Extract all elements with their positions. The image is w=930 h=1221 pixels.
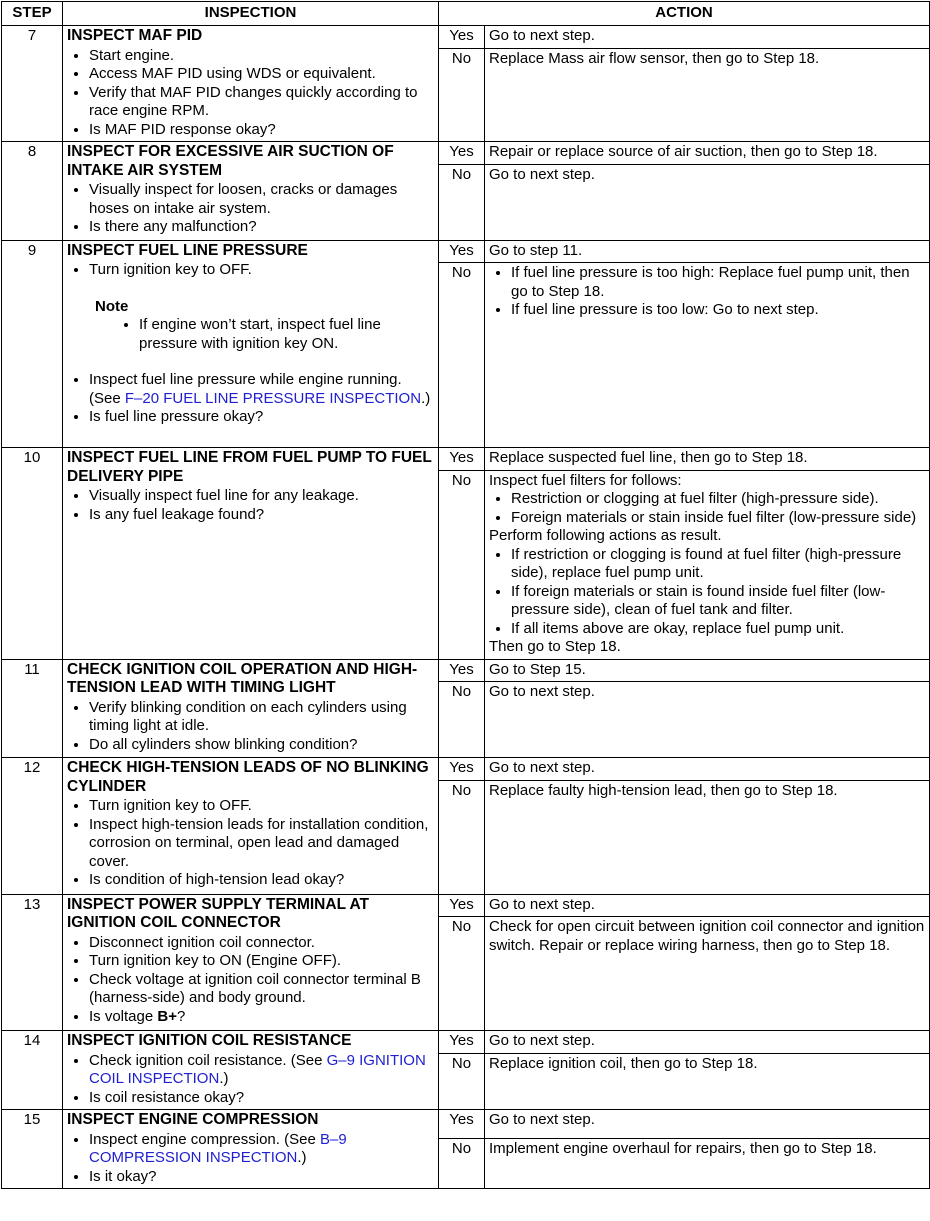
table-row	[2, 240, 930, 263]
list-item	[89, 1131, 434, 1168]
step-number: 13	[2, 894, 63, 1031]
note-block	[67, 298, 434, 354]
step-number: 11	[2, 659, 63, 758]
action-list	[489, 490, 925, 527]
list-item-text: .)	[421, 389, 431, 407]
yes-action: Go to next step.	[485, 1110, 930, 1139]
inspection-cell	[63, 142, 439, 241]
no-label: No	[439, 780, 485, 894]
table-row	[2, 758, 930, 781]
inspection-title: INSPECT ENGINE COMPRESSION	[67, 1111, 319, 1128]
inspection-list	[67, 1052, 434, 1108]
note-list	[95, 316, 434, 353]
no-action: Go to next step.	[485, 682, 930, 758]
inspection-title: INSPECT FOR EXCESSIVE AIR SUCTION OF INTAKE AIR SYSTEM	[67, 143, 394, 179]
list-item	[89, 1008, 434, 1027]
list-item: • Verify that MAF PID changes quickly according to race engine RPM.	[89, 84, 434, 121]
inspection-cell	[63, 894, 439, 1031]
list-item-text: .)	[297, 1149, 307, 1166]
list-item-text: Inspect fuel line pressure while engine running. (See	[89, 371, 402, 407]
no-action	[485, 263, 930, 448]
no-action	[485, 470, 930, 659]
list-item: • Is MAF PID response okay?	[89, 121, 434, 140]
table-row	[2, 26, 930, 49]
list-item: • Is fuel line pressure okay?	[89, 408, 434, 427]
step-number: 15	[2, 1110, 63, 1189]
yes-label: Yes	[439, 1031, 485, 1054]
list-item: • Foreign materials or stain inside fuel filter (low-pressure side)	[511, 509, 925, 528]
list-item: • Turn ignition key to ON (Engine OFF).	[89, 952, 434, 971]
inspection-list	[67, 487, 434, 524]
voltage-value: B+	[157, 1007, 177, 1025]
yes-label: Yes	[439, 758, 485, 781]
list-item-text: Inspect engine compression. (See	[89, 1130, 320, 1148]
note-label: Note	[95, 297, 129, 315]
inspection-title: INSPECT IGNITION COIL RESISTANCE	[67, 1032, 352, 1049]
action-list	[489, 546, 925, 639]
list-item: • Is it okay?	[89, 1168, 434, 1187]
header-action: ACTION	[439, 2, 930, 26]
table-row	[2, 448, 930, 471]
inspection-list	[67, 797, 434, 890]
yes-label: Yes	[439, 26, 485, 49]
no-action: Replace ignition coil, then go to Step 18.	[485, 1054, 930, 1110]
inspection-list	[67, 261, 434, 280]
no-label: No	[439, 1054, 485, 1110]
table-row	[2, 659, 930, 682]
inspection-title: INSPECT MAF PID	[67, 27, 203, 44]
no-action: Implement engine overhaul for repairs, then go to Step 18.	[485, 1139, 930, 1189]
inspection-list	[67, 47, 434, 140]
list-item: • Do all cylinders show blinking condition?	[89, 736, 434, 755]
table-row	[2, 1031, 930, 1054]
yes-action: Go to Step 15.	[485, 659, 930, 682]
inspection-cell	[63, 1031, 439, 1110]
inspection-cell	[63, 26, 439, 142]
inspection-list	[67, 371, 434, 427]
list-item: • Start engine.	[89, 47, 434, 66]
inspection-cell	[63, 758, 439, 895]
list-item: • If fuel line pressure is too high: Replace fuel pump unit, then go to Step 18.	[511, 264, 925, 301]
yes-action: Repair or replace source of air suction, then go to Step 18.	[485, 142, 930, 165]
no-action: Go to next step.	[485, 164, 930, 240]
yes-label: Yes	[439, 894, 485, 917]
reference-link[interactable]: G–9 IGNITION COIL INSPECTION	[89, 1051, 426, 1087]
reference-link[interactable]: F–20 FUEL LINE PRESSURE INSPECTION	[124, 389, 422, 407]
list-item-text: Check ignition coil resistance. (See	[89, 1051, 327, 1069]
yes-label: Yes	[439, 659, 485, 682]
list-item: • Is coil resistance okay?	[89, 1089, 434, 1108]
yes-action: Go to step 11.	[485, 240, 930, 263]
no-label: No	[439, 263, 485, 448]
list-item: • If restriction or clogging is found at fuel filter (high-pressure side), replace fuel pump unit.	[511, 546, 925, 583]
yes-label: Yes	[439, 240, 485, 263]
inspection-title: CHECK HIGH-TENSION LEADS OF NO BLINKING CYLINDER	[67, 759, 429, 795]
table-row	[2, 894, 930, 917]
action-text: Perform following actions as result.	[489, 527, 722, 544]
inspection-title: INSPECT FUEL LINE PRESSURE	[67, 241, 308, 259]
list-item: • Visually inspect fuel line for any leakage.	[89, 487, 434, 506]
list-item: • If fuel line pressure is too low: Go to next step.	[511, 301, 925, 320]
reference-link[interactable]: B–9 COMPRESSION INSPECTION	[89, 1130, 347, 1166]
inspection-list	[67, 934, 434, 1027]
yes-label: Yes	[439, 142, 485, 165]
step-number: 12	[2, 758, 63, 895]
note-text: • If engine won’t start, inspect fuel line pressure with ignition key ON.	[139, 316, 434, 353]
list-item-text: ?	[176, 1007, 186, 1025]
inspection-cell	[63, 448, 439, 660]
no-label: No	[439, 164, 485, 240]
step-number: 8	[2, 142, 63, 241]
inspection-cell	[63, 1110, 439, 1189]
list-item: • Turn ignition key to OFF.	[89, 797, 434, 816]
list-item: • Turn ignition key to OFF.	[89, 261, 434, 280]
list-item	[89, 371, 434, 408]
header-inspection: INSPECTION	[63, 2, 439, 26]
table-row	[2, 1110, 930, 1139]
action-list	[489, 264, 925, 320]
list-item: • Restriction or clogging at fuel filter (high-pressure side).	[511, 490, 925, 509]
list-item: • Verify blinking condition on each cylinders using timing light at idle.	[89, 699, 434, 736]
no-action: Check for open circuit between ignition coil connector and ignition switch. Repair or replace wiring harness, then go to Step 18.	[485, 917, 930, 1031]
table-row	[2, 142, 930, 165]
list-item: • If all items above are okay, replace fuel pump unit.	[511, 620, 925, 639]
list-item: • Is condition of high-tension lead okay?	[89, 871, 434, 890]
action-text: Inspect fuel filters for follows:	[489, 471, 682, 489]
no-label: No	[439, 1139, 485, 1189]
list-item: • Check voltage at ignition coil connector terminal B (harness-side) and body ground.	[89, 971, 434, 1008]
action-text: Then go to Step 18.	[489, 638, 621, 655]
yes-action: Go to next step.	[485, 758, 930, 781]
yes-action: Go to next step.	[485, 894, 930, 917]
list-item: • Is any fuel leakage found?	[89, 506, 434, 525]
no-label: No	[439, 682, 485, 758]
step-number: 10	[2, 448, 63, 660]
yes-action: Replace suspected fuel line, then go to Step 18.	[485, 448, 930, 471]
inspection-title: INSPECT POWER SUPPLY TERMINAL AT IGNITION COIL CONNECTOR	[67, 895, 370, 931]
list-item: • Disconnect ignition coil connector.	[89, 934, 434, 953]
inspection-title: INSPECT FUEL LINE FROM FUEL PUMP TO FUEL DELIVERY PIPE	[67, 449, 432, 485]
list-item-text: Is voltage	[89, 1007, 158, 1025]
yes-action: Go to next step.	[485, 26, 930, 49]
inspection-list	[67, 699, 434, 755]
yes-label: Yes	[439, 448, 485, 471]
inspection-cell	[63, 659, 439, 758]
step-number: 7	[2, 26, 63, 142]
yes-label: Yes	[439, 1110, 485, 1139]
list-item: • If foreign materials or stain is found inside fuel filter (low-pressure side), clean of fuel tank and filter.	[511, 583, 925, 620]
list-item: • Access MAF PID using WDS or equivalent.	[89, 65, 434, 84]
yes-action: Go to next step.	[485, 1031, 930, 1054]
no-action: Replace faulty high-tension lead, then go to Step 18.	[485, 780, 930, 894]
table-header-row	[2, 2, 930, 26]
list-item: • Inspect high-tension leads for installation condition, corrosion on terminal, open lead and damaged cover.	[89, 816, 434, 872]
list-item: • Is there any malfunction?	[89, 218, 434, 237]
inspection-cell	[63, 240, 439, 448]
step-number: 9	[2, 240, 63, 448]
no-label: No	[439, 917, 485, 1031]
no-action: Replace Mass air flow sensor, then go to Step 18.	[485, 49, 930, 142]
inspection-table	[1, 1, 930, 1189]
no-label: No	[439, 49, 485, 142]
no-label: No	[439, 470, 485, 659]
list-item-text: .)	[219, 1070, 229, 1087]
header-step: STEP	[2, 2, 63, 26]
list-item: • Visually inspect for loosen, cracks or damages hoses on intake air system.	[89, 181, 434, 218]
step-number: 14	[2, 1031, 63, 1110]
inspection-list	[67, 181, 434, 237]
inspection-list	[67, 1131, 434, 1187]
list-item	[89, 1052, 434, 1089]
inspection-title: CHECK IGNITION COIL OPERATION AND HIGH-TENSION LEAD WITH TIMING LIGHT	[67, 660, 418, 696]
